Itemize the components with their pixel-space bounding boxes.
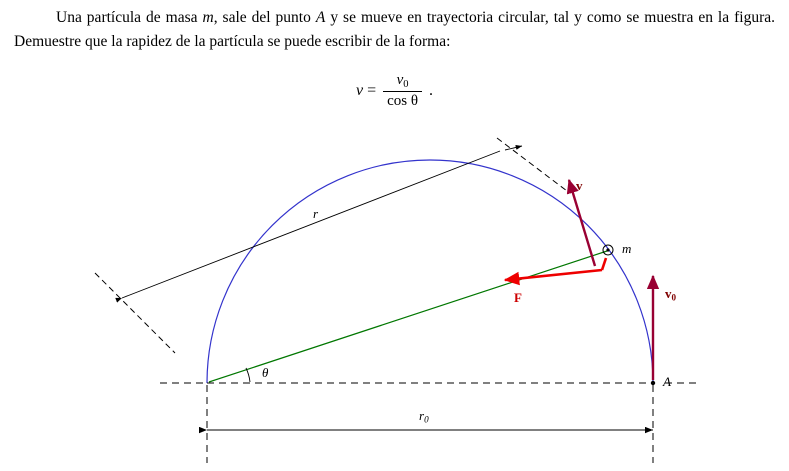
problem-text-part1: Una partícula de masa [56, 9, 203, 26]
label-r0-subscript: 0 [424, 414, 429, 425]
tangent-dash-lower-left [95, 273, 175, 353]
formula-fraction [383, 72, 422, 110]
label-mass-m: m [622, 241, 632, 256]
formula-numerator [383, 72, 422, 92]
label-r0 [419, 408, 429, 425]
angle-theta-arc [246, 368, 250, 382]
formula-denominator: cos θ [387, 93, 419, 110]
label-v0-subscript: 0 [671, 292, 677, 303]
label-force-F: F [514, 290, 522, 305]
physics-figure [0, 118, 789, 471]
tangent-dash-upper [497, 138, 567, 191]
point-A-marker [651, 381, 655, 385]
label-v0-symbol: v [665, 286, 672, 301]
radius-line-r [122, 151, 500, 298]
formula-equals: = [367, 81, 377, 99]
label-initial-velocity-v0 [665, 286, 676, 303]
problem-statement [14, 6, 775, 54]
problem-text-part3: y se mueve en trayectoria circular, tal y como [325, 9, 622, 26]
problem-text-line2: se muestra en la figura. Demuestre que la rapidez de la partícula se puede escribir de la forma: [14, 9, 775, 51]
formula-numerator-symbol: v [396, 72, 404, 88]
label-angle-theta: θ [262, 365, 269, 380]
problem-symbol-A: A [315, 9, 326, 26]
problem-symbol-m: m [202, 9, 214, 26]
label-radius-r: r [313, 206, 319, 221]
formula-display [0, 72, 789, 110]
formula-lhs: v [355, 81, 364, 99]
formula-period: . [429, 81, 434, 99]
label-r0-symbol: r [419, 408, 425, 423]
force-vector-joint [602, 258, 606, 270]
problem-text-part2: , sale del punto [213, 9, 316, 26]
force-vector [505, 270, 602, 280]
chord-line-green [209, 251, 607, 382]
particle-center-dot [606, 248, 609, 251]
label-point-A: A [663, 374, 671, 389]
label-velocity-v: v [576, 178, 583, 193]
formula-numerator-subscript: 0 [403, 79, 409, 91]
